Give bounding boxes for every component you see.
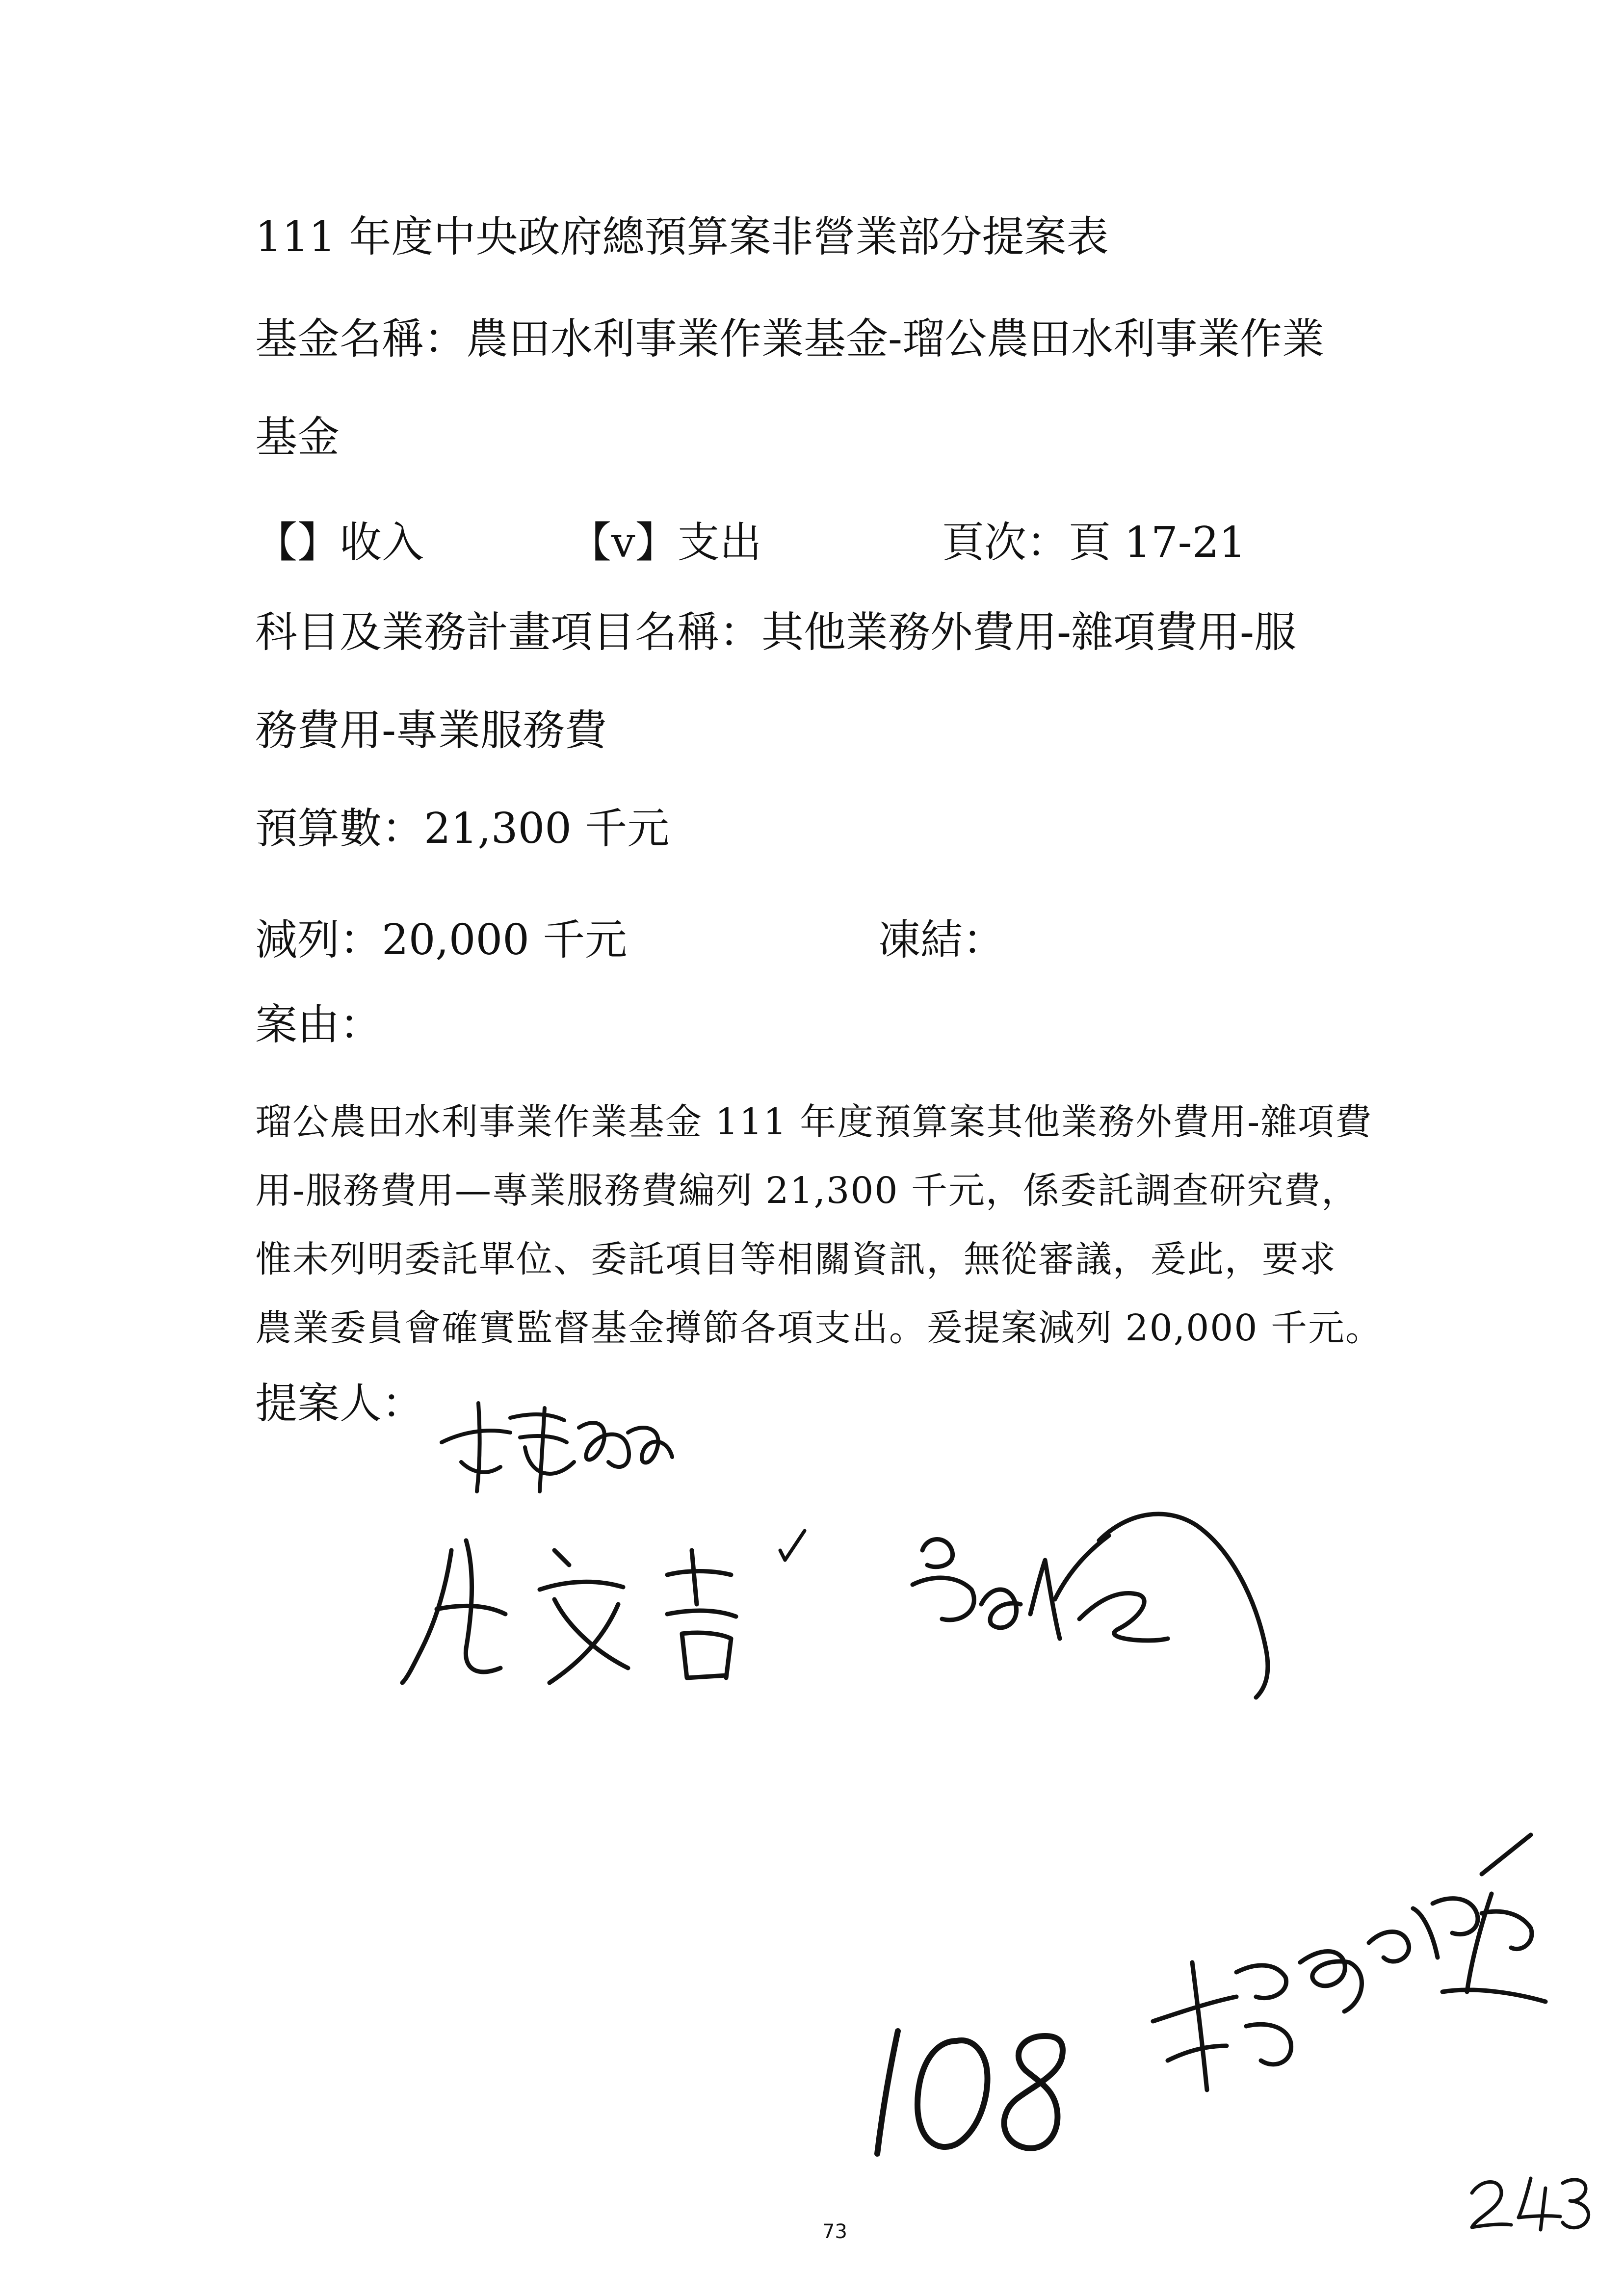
proposer-label: 提案人： — [255, 1379, 424, 1428]
income-checkbox: 【】收入 — [255, 518, 424, 567]
signature-image — [1138, 1815, 1570, 2119]
reduction-amount: 減列：20,000 千元 — [255, 915, 628, 965]
reason-line: 用-服務費用—專業服務費編列 21,300 千元，係委託調查研究費， — [255, 1170, 1359, 1212]
reason-line: 瑠公農田水利事業作業基金 111 年度預算案其他業務外費用-雜項費 — [255, 1101, 1373, 1143]
item-name-line2: 務費用-專業服務費 — [255, 706, 607, 755]
page-number: 73 — [822, 2220, 847, 2243]
reason-line: 農業委員會確實監督基金撙節各項支出。爰提案減列 20,000 千元。 — [255, 1307, 1383, 1349]
freeze-amount: 凍結： — [878, 915, 1005, 965]
handwritten-number — [864, 2021, 1089, 2164]
budget-amount: 預算數：21,300 千元 — [255, 804, 670, 853]
expense-checkbox: 【v】支出 — [569, 518, 762, 567]
handwritten-small-number — [1467, 2168, 1595, 2232]
reason-label: 案由： — [255, 1000, 382, 1049]
fund-name-line1: 基金名稱：農田水利事業作業基金-瑠公農田水利事業作業 — [255, 314, 1325, 364]
fund-name-line2: 基金 — [255, 413, 340, 462]
signature-image — [432, 1388, 687, 1501]
signature-image — [393, 1521, 834, 1707]
form-title: 111 年度中央政府總預算案非營業部分提案表 — [255, 212, 1109, 261]
item-name-line1: 科目及業務計畫項目名稱：其他業務外費用-雜項費用-服 — [255, 608, 1297, 657]
reason-line: 惟未列明委託單位、委託項目等相關資訊，無從審議，爰此，要求 — [255, 1238, 1336, 1280]
page-reference: 頁次：頁 17-21 — [942, 518, 1246, 567]
signature-image — [893, 1491, 1295, 1717]
